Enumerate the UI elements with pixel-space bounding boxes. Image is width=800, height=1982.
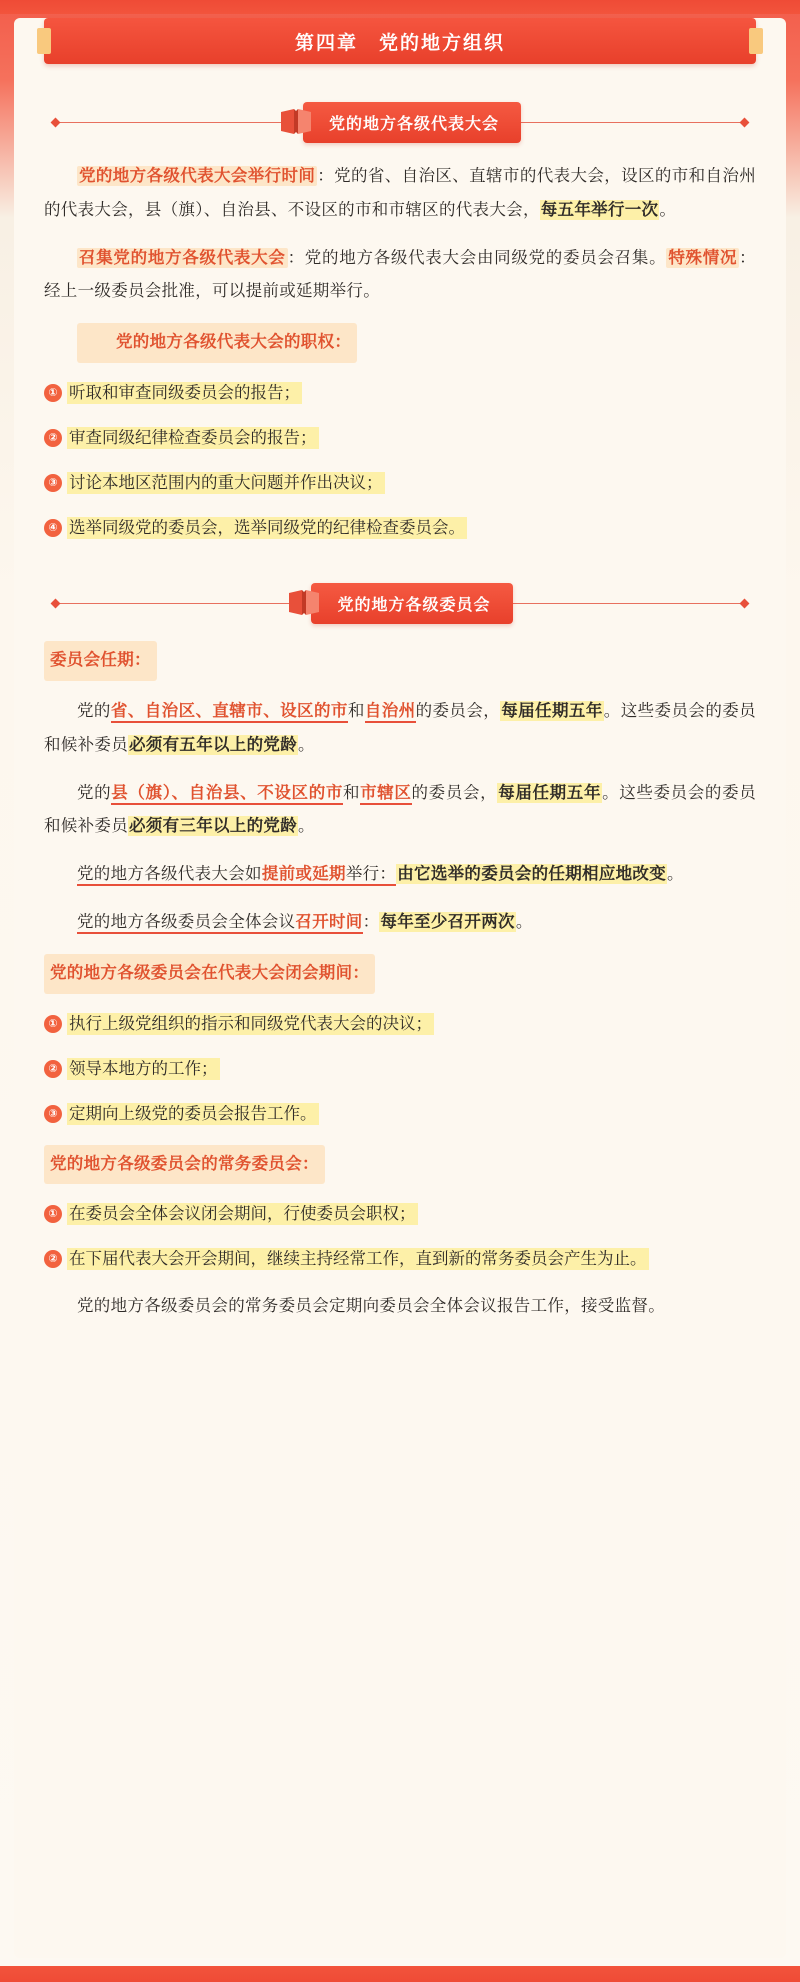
top-decor-strip — [0, 0, 800, 14]
paragraph-tail: 经上一级委员会批准，可以提前或延期举行。 — [44, 282, 380, 301]
lead-term-of-office — [44, 641, 756, 681]
term-prefecture: 自治州 — [365, 702, 416, 723]
list-number: ③ — [44, 474, 62, 492]
highlight-five-year-membership: 必须有五年以上的党龄 — [129, 735, 297, 754]
text-after: 的委员会， — [415, 701, 501, 720]
text-mid: ： — [362, 912, 380, 931]
lead-during-recess — [44, 954, 756, 994]
list-number: ② — [44, 1250, 62, 1268]
lead-label-standing-committee: 党的地方各级委员会的常务委员会： — [44, 1145, 325, 1185]
paragraph-early-or-delayed — [44, 858, 756, 892]
paragraph-tail: 。 — [659, 200, 677, 219]
list-item — [44, 1053, 756, 1086]
sep: ： — [739, 248, 756, 267]
text-mid2: 。这些委员会的委员和候补委员 — [44, 701, 756, 754]
highlight-term-five-years: 每届任期五年 — [498, 783, 602, 802]
term-early-or-delayed: 提前或延期 — [262, 865, 346, 886]
list-item — [44, 1243, 756, 1276]
list-item — [44, 512, 756, 545]
highlight-three-year-membership: 必须有三年以上的党龄 — [129, 817, 297, 836]
paragraph-convene — [44, 242, 756, 310]
text-mid: 举行： — [346, 865, 396, 886]
lead-label-recess: 党的地方各级委员会在代表大会闭会期间： — [44, 954, 375, 994]
list-number: ③ — [44, 1105, 62, 1123]
highlight-every-five-years: 每五年举行一次 — [540, 200, 659, 219]
list-item — [44, 1008, 756, 1041]
section-title-2: 党的地方各级委员会 — [311, 583, 512, 624]
list-number: ② — [44, 429, 62, 447]
text-pre: 党的地方各级委员会全体会议 — [77, 913, 295, 934]
list-item — [44, 422, 756, 455]
term-district: 市辖区 — [360, 784, 411, 805]
highlight-twice-a-year: 每年至少召开两次 — [380, 912, 515, 931]
term-county-list: 县（旗）、自治县、不设区的市 — [111, 784, 343, 805]
text-mid2: 。这些委员会的委员和候补委员 — [44, 783, 757, 836]
text-end: 。 — [515, 912, 533, 931]
term-convening-time: 召开时间 — [295, 913, 362, 934]
highlight-term-change: 由它选举的委员会的任期相应地改变 — [397, 865, 667, 884]
list-number: ① — [44, 1205, 62, 1223]
highlight-term-five-years: 每届任期五年 — [501, 701, 603, 720]
list-item-text: 执行上级党组织的指示和同级党代表大会的决议； — [69, 1014, 432, 1033]
term-province-list: 省、自治区、直辖市、设区的市 — [111, 702, 348, 723]
lead-label-powers: 党的地方各级代表大会的职权： — [77, 323, 357, 363]
list-item-text: 审查同级纪律检查委员会的报告； — [69, 429, 317, 448]
list-item-text: 定期向上级党的委员会报告工作。 — [69, 1104, 317, 1123]
bottom-decor-strip — [0, 1966, 800, 1982]
section-body-2 — [14, 641, 786, 1324]
paragraph-plenary-time — [44, 906, 756, 940]
paragraph-report-supervision: 党的地方各级委员会的常务委员会定期向委员会全体会议报告工作，接受监督。 — [77, 1297, 665, 1316]
sep: ： — [317, 167, 335, 185]
section-title-1: 党的地方各级代表大会 — [303, 102, 521, 143]
paragraph-provincial-term — [44, 695, 756, 763]
section-body-1 — [14, 160, 786, 545]
book-icon — [287, 588, 321, 618]
list-item-text: 选举同级党的委员会，选举同级党的纪律检查委员会。 — [69, 519, 465, 538]
list-item-text: 在委员会全体会议闭会期间，行使委员会职权； — [69, 1205, 416, 1224]
text-end: 。 — [298, 817, 315, 836]
list-item-text: 讨论本地区范围内的重大问题并作出决议； — [69, 474, 383, 493]
sep: ： — [287, 248, 305, 267]
list-item — [44, 377, 756, 410]
text-mid: 和 — [342, 783, 361, 802]
page-content — [14, 18, 786, 1958]
text-prefix: 党的 — [77, 783, 112, 802]
paragraph-text: 党的地方各级代表大会由同级党的委员会召集。 — [304, 248, 667, 267]
paragraph-text: 党的省、自治区、直辖市的代表大会，设区的市和自治州的代表大会，县（旗）、自治县、不设区的市和市辖区的代表大会， — [44, 167, 757, 219]
list-number: ① — [44, 1015, 62, 1033]
term-convene: 召集党的地方各级代表大会 — [79, 248, 286, 267]
text-after: 的委员会， — [411, 783, 498, 802]
term-special-case: 特殊情况 — [668, 248, 738, 267]
lead-powers — [44, 323, 756, 363]
paragraph-meeting-time — [44, 160, 756, 228]
paragraph-county-term — [44, 777, 756, 845]
list-number: ④ — [44, 519, 62, 537]
list-item-text: 在下届代表大会开会期间，继续主持经常工作，直到新的常务委员会产生为止。 — [69, 1250, 647, 1269]
lead-label-term: 委员会任期： — [44, 641, 157, 681]
section-heading-2 — [42, 579, 758, 627]
text-end: 。 — [298, 735, 315, 754]
text-end: 。 — [667, 865, 684, 884]
list-item-text: 领导本地方的工作； — [69, 1059, 218, 1078]
text-pre: 党的地方各级代表大会如 — [77, 865, 262, 886]
list-number: ② — [44, 1060, 62, 1078]
chapter-banner — [44, 18, 756, 64]
list-item-text: 听取和审查同级委员会的报告； — [69, 384, 300, 403]
list-item — [44, 1098, 756, 1131]
term-meeting-time: 党的地方各级代表大会举行时间 — [79, 167, 316, 185]
text-mid: 和 — [347, 701, 365, 720]
list-item — [44, 1198, 756, 1231]
text-prefix: 党的 — [77, 701, 111, 720]
list-number: ① — [44, 384, 62, 402]
list-item — [44, 467, 756, 500]
chapter-title: 第四章 党的地方组织 — [294, 32, 505, 54]
lead-standing-committee — [44, 1145, 756, 1185]
book-icon — [279, 107, 313, 137]
section-heading-1 — [42, 98, 758, 146]
